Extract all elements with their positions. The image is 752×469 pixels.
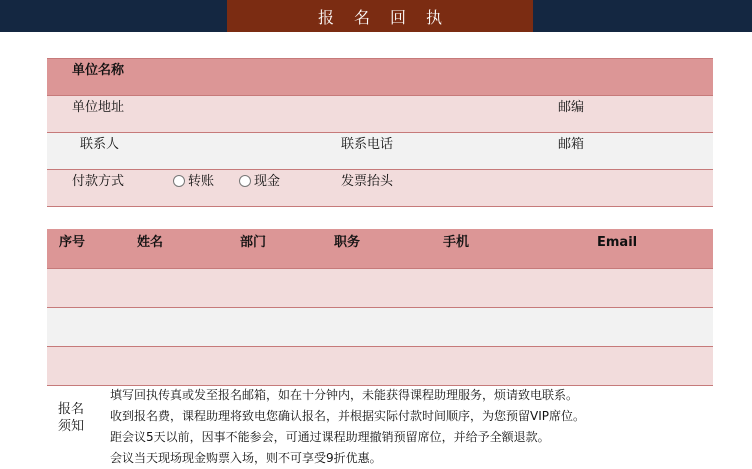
page-title-box: [227, 0, 533, 32]
contact-label: 联系人: [80, 137, 120, 152]
col-header-position: 职务: [334, 235, 361, 250]
notice-line: 填写回执传真或发至报名邮箱，如在十分钟内，未能获得课程助理服务，烦请致电联系。: [110, 388, 579, 402]
phone-label: 联系电话: [341, 137, 394, 152]
form-row-address: [47, 96, 713, 133]
notice-line: 距会议5天以前，因事不能参会，可通过课程助理撤销预留席位，并给予全额退款。: [110, 430, 550, 444]
cash-label: 现金: [254, 174, 281, 189]
unit-address-label: 单位地址: [72, 100, 125, 115]
col-header-no: 序号: [59, 235, 86, 250]
transfer-option[interactable]: [173, 170, 214, 206]
table-header: [47, 229, 713, 269]
email-label: 邮箱: [558, 137, 585, 152]
col-header-email: Email: [597, 235, 638, 250]
table-row[interactable]: [47, 269, 713, 308]
col-header-mobile: 手机: [443, 235, 470, 250]
table-row[interactable]: [47, 308, 713, 347]
transfer-label: 转账: [188, 174, 215, 189]
cash-option[interactable]: [239, 170, 280, 206]
registration-form: [47, 58, 713, 207]
invoice-title-label: 发票抬头: [341, 174, 394, 189]
radio-icon[interactable]: [173, 175, 185, 187]
notice-label: 报名须知: [58, 402, 85, 434]
table-row[interactable]: [47, 347, 713, 386]
attendee-table: [47, 229, 713, 386]
form-row-payment: [47, 170, 713, 207]
payment-method-label: 付款方式: [72, 174, 125, 189]
col-header-department: 部门: [240, 235, 267, 250]
form-row-contact: [47, 133, 713, 170]
form-row-unit-name: [47, 58, 713, 96]
page-title: 报名回执: [317, 7, 462, 27]
col-header-name: 姓名: [137, 235, 164, 250]
radio-icon[interactable]: [239, 175, 251, 187]
notice-line: 会议当天现场现金购票入场，则不可享受9折优惠。: [110, 451, 382, 465]
notice-text: [110, 385, 730, 469]
unit-name-label: 单位名称: [72, 63, 125, 78]
postcode-label: 邮编: [558, 100, 585, 115]
notice-line: 收到报名费，课程助理将致电您确认报名，并根据实际付款时间顺序，为您预留VIP席位。: [110, 409, 585, 423]
